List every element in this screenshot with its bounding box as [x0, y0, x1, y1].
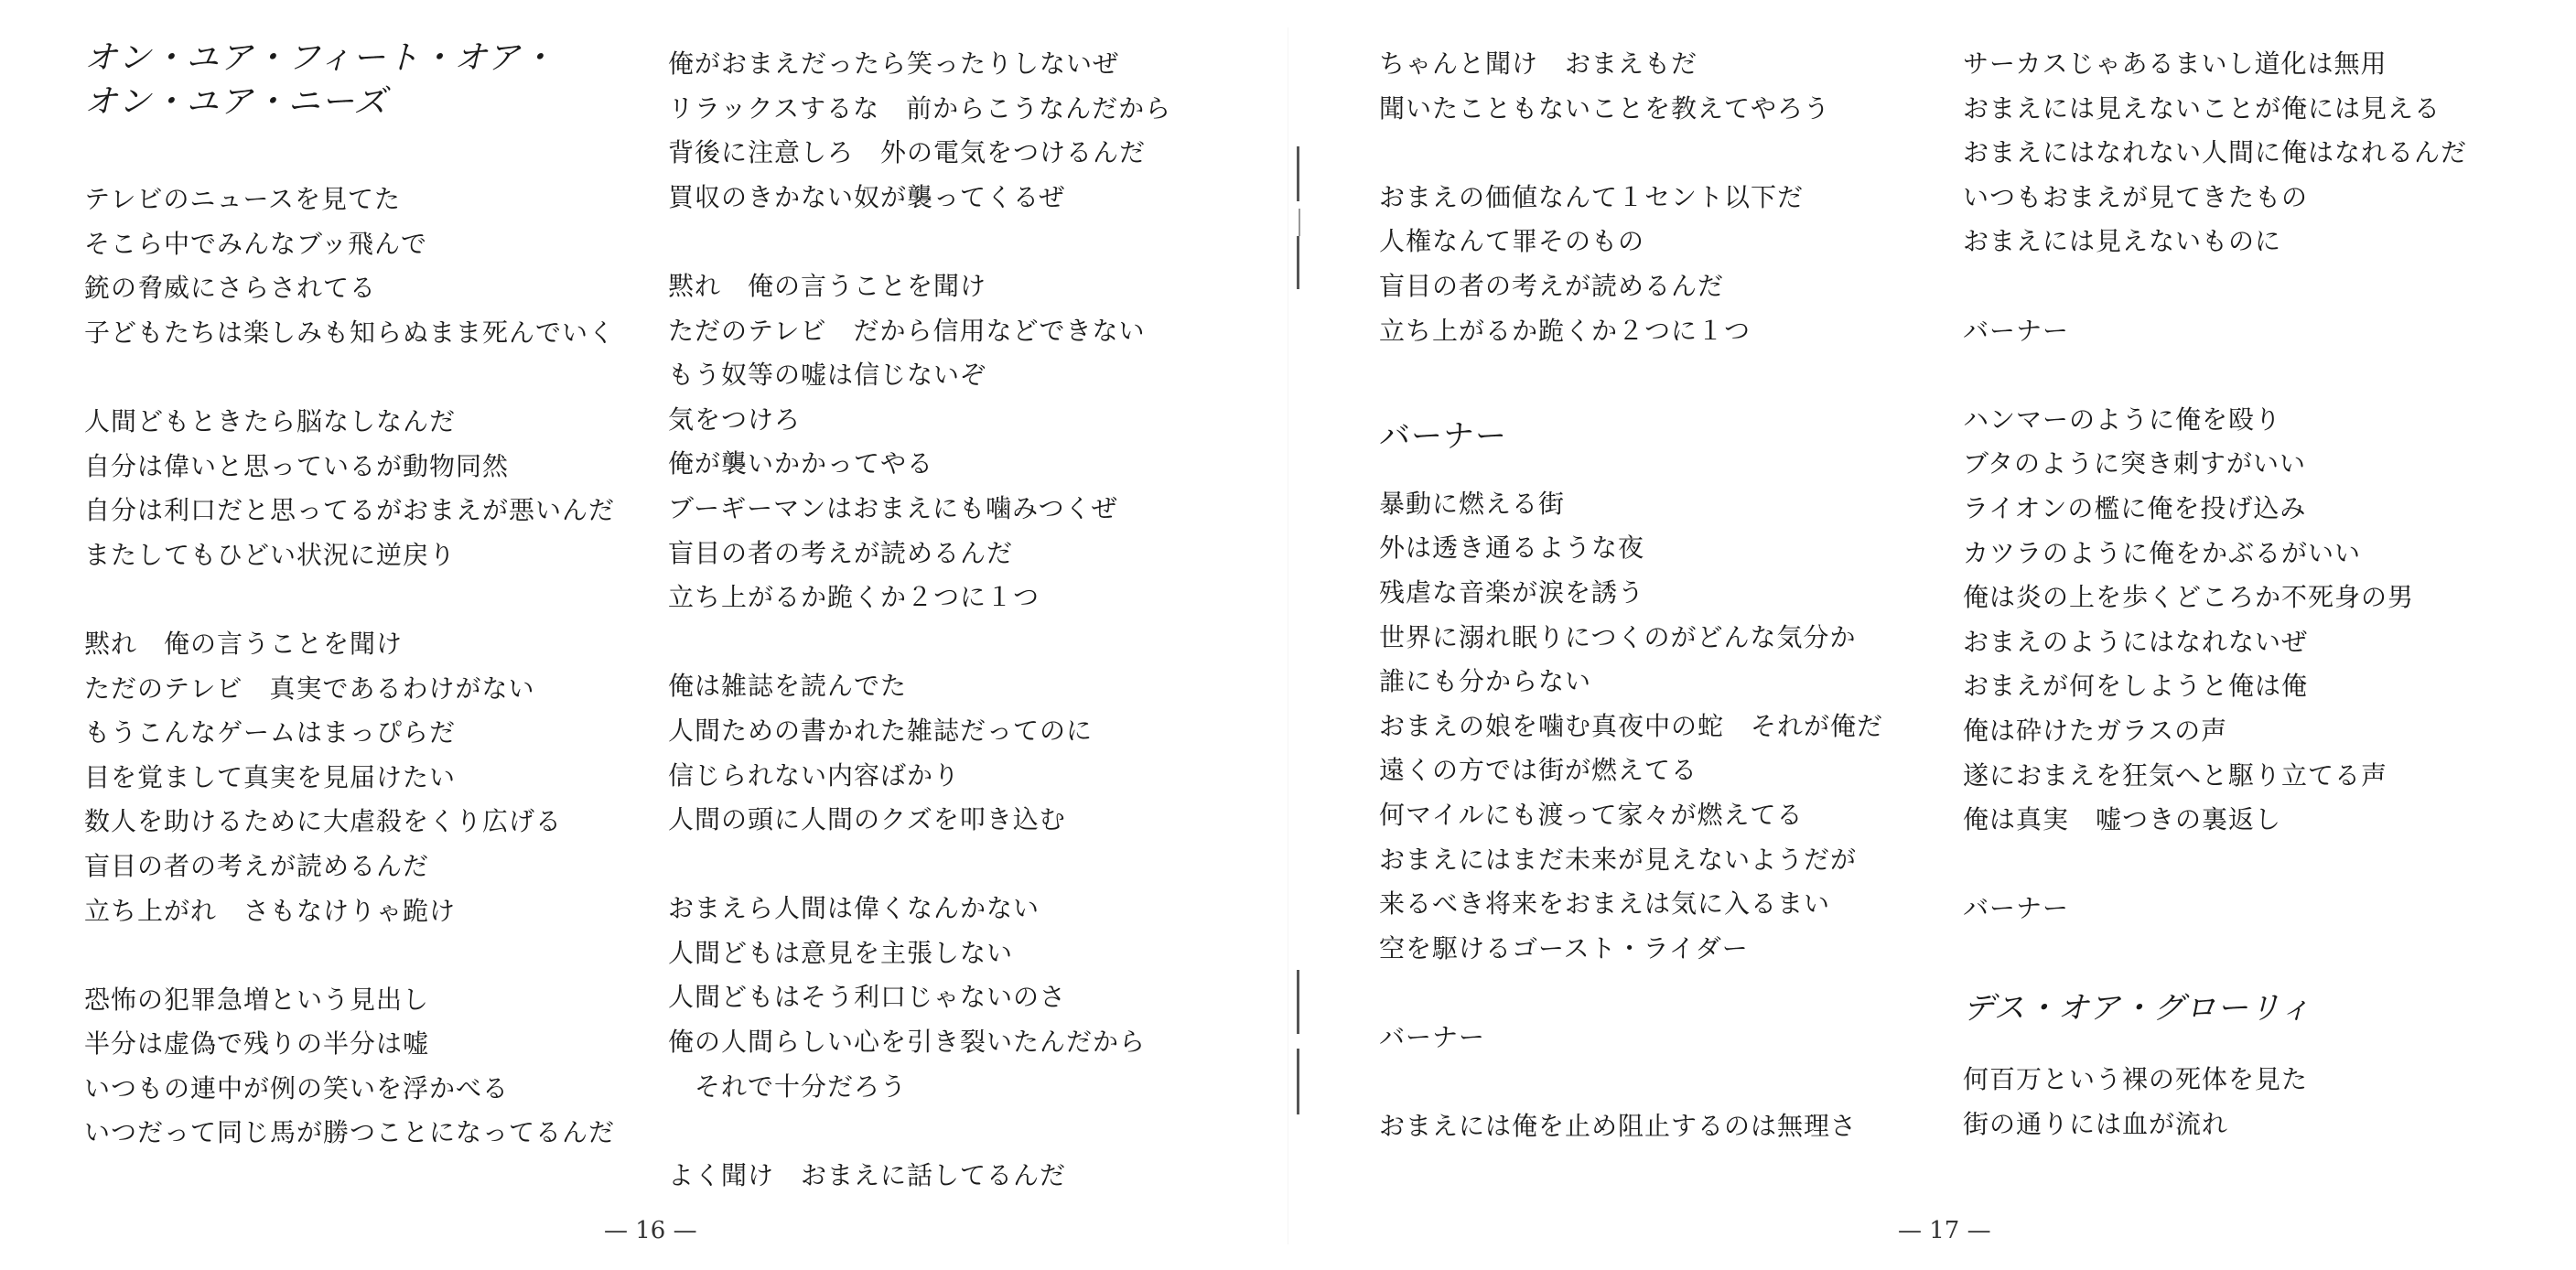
lyric-line: 人間どもは意見を主張しない	[668, 937, 1014, 968]
stanza-break	[1379, 131, 1883, 176]
lyric-line: 半分は虚偽で残りの半分は嘘	[84, 1028, 430, 1060]
gutter-mark	[1297, 236, 1299, 289]
lyric-line: おまえには見えないことが俺には見える	[1963, 92, 2441, 124]
lyric-line: 世界に溺れ眠りにつくのがどんな気分か	[1379, 621, 1857, 652]
lyric-line: おまえのようにはなれないぜ	[1963, 626, 2309, 657]
lyric-line: 俺がおまえだったら笑ったりしないぜ	[668, 48, 1120, 79]
lyric-line: バーナー	[1379, 1021, 1486, 1052]
stanza-break	[1963, 264, 2467, 309]
lyric-line: サーカスじゃあるまいし道化は無用	[1963, 48, 2387, 79]
lyric-line: 立ち上がれ さもなけりゃ跪け	[84, 895, 457, 926]
lyric-line: 自分は偉いと思っているが動物同然	[84, 450, 510, 481]
lyric-line: バーナー	[1963, 893, 2070, 924]
lyric-line: 立ち上がるか跪くか２つに１つ	[1379, 315, 1751, 346]
gutter-mark	[1297, 146, 1299, 201]
lyric-line: 誰にも分からない	[1379, 666, 1592, 697]
lyric-line: おまえにはまだ未来が見えないようだが	[1379, 844, 1858, 875]
lyric-line: 黙れ 俺の言うことを聞け	[668, 270, 987, 301]
stanza-break	[668, 1109, 1171, 1154]
lyric-line: 買収のきかない奴が襲ってくるぜ	[668, 181, 1066, 212]
spacer	[1379, 469, 1883, 482]
lyric-line: カツラのように俺をかぶるがいい	[1963, 537, 2362, 568]
lyric-line: もう奴等の嘘は信じないぞ	[668, 360, 987, 391]
page-number: — 17 —	[1898, 1217, 1991, 1244]
right-page-column-1	[1379, 42, 1883, 1149]
lyric-line: 人権なんて罪そのもの	[1379, 226, 1645, 257]
lyric-line: 聞いたこともないことを教えてやろう	[1379, 92, 1831, 124]
lyric-line: 人間どもはそう利口じゃないのさ	[668, 982, 1067, 1013]
stanza-break	[1379, 1060, 1883, 1104]
lyric-line: 遂におまえを狂気へと駆り立てる声	[1963, 759, 2388, 791]
lyric-line: もうこんなゲームはまっぴらだ	[84, 717, 457, 748]
right-page-column-2	[1963, 42, 2467, 1147]
lyric-line: それで十分だろう	[668, 1071, 908, 1102]
lyric-line: おまえには俺を止め阻止するのは無理さ	[1379, 1111, 1858, 1142]
lyric-line: 背後に注意しろ 外の電気をつけるんだ	[668, 137, 1147, 168]
lyric-line: 俺の人間らしい心を引き裂いたんだから	[668, 1027, 1147, 1058]
gutter-mark	[1297, 1049, 1299, 1114]
spacer	[1963, 1041, 2467, 1058]
lyric-line: いつもおまえが見てきたもの	[1963, 181, 2309, 212]
lyric-line: 盲目の者の考えが読めるんだ	[1379, 270, 1725, 301]
stanza-break	[84, 355, 615, 400]
lyric-line: リラックスするな 前からこうなんだから	[668, 92, 1172, 124]
gutter-mark	[1299, 209, 1300, 236]
lyric-line: ハンマーのように俺を殴り	[1963, 404, 2282, 435]
stanza-break	[1963, 353, 2467, 398]
lyrics-block	[1963, 1058, 2467, 1146]
stanza-break	[668, 220, 1171, 264]
spacer	[1379, 353, 1883, 398]
lyric-line: ブタのように突き刺すがいい	[1963, 448, 2307, 479]
lyric-line: おまえが何をしようと俺は俺	[1963, 671, 2309, 702]
lyric-line: 盲目の者の考えが読めるんだ	[84, 850, 430, 881]
spacer	[1963, 931, 2467, 976]
section-heading: バーナー	[1379, 417, 1507, 455]
lyric-line: 残虐な音楽が涙を誘う	[1379, 576, 1645, 608]
lyric-line: 外は透き通るような夜	[1379, 533, 1645, 564]
lyric-line: 俺は雑誌を読んでた	[668, 671, 908, 702]
song-title-line: オン・ユア・フィート・オア・	[84, 39, 555, 77]
page-number: — 16 —	[604, 1217, 697, 1244]
lyric-line: 何マイルにも渡って家々が燃えてる	[1379, 799, 1804, 830]
lyric-line: ライオンの檻に俺を投げ込み	[1963, 492, 2307, 523]
lyric-line: 来るべき将来をおまえは気に入るまい	[1379, 888, 1831, 920]
lyric-line: そこら中でみんなブッ飛んで	[84, 228, 428, 259]
gutter-mark	[1297, 970, 1299, 1034]
lyric-line: 人間どもときたら脳なしなんだ	[84, 405, 457, 436]
lyric-line: 何百万という裸の死体を見た	[1963, 1064, 2309, 1095]
lyric-line: おまえの価値なんて１セント以下だ	[1379, 181, 1805, 212]
lyric-line: 遠くの方では街が燃えてる	[1379, 755, 1698, 786]
lyric-line: ブーギーマンはおまえにも噛みつくぜ	[668, 492, 1118, 523]
lyric-line: 自分は利口だと思ってるがおまえが悪いんだ	[84, 495, 616, 526]
lyric-line: 立ち上がるか跪くか２つに１つ	[668, 582, 1040, 613]
lyric-line: 数人を助けるために大虐殺をくり広げる	[84, 806, 563, 837]
stanza-break	[1379, 971, 1883, 1016]
song-title-line: オン・ユア・ニーズ	[84, 83, 388, 121]
lyric-line: 空を駆けるゴースト・ライダー	[1379, 932, 1749, 963]
lyric-line: おまえには見えないものに	[1963, 226, 2282, 257]
lyric-line: ただのテレビ だから信用などできない	[668, 315, 1146, 346]
lyric-line: 人間の頭に人間のクズを叩き込む	[668, 804, 1066, 835]
lyric-line: 気をつけろ	[668, 404, 802, 435]
lyric-line: 街の通りには血が流れ	[1963, 1109, 2229, 1140]
stanza-break	[1963, 843, 2467, 888]
lyric-line: 人間ための書かれた雑誌だってのに	[668, 715, 1094, 746]
lyric-line: 俺は真実 嘘つきの裏返し	[1963, 804, 2282, 835]
lyric-line: 暴動に燃える街	[1379, 488, 1566, 519]
lyrics-block	[1963, 42, 2467, 931]
lyric-line: おまえら人間は偉くなんかない	[668, 893, 1040, 924]
lyric-line: よく聞け おまえに話してるんだ	[668, 1159, 1067, 1190]
lyric-line: 盲目の者の考えが読めるんだ	[668, 537, 1014, 568]
lyrics-block	[1379, 42, 1883, 353]
left-page-column-2	[668, 42, 1171, 1198]
stanza-break	[84, 577, 615, 622]
lyric-line: 恐怖の犯罪急増という見出し	[84, 984, 430, 1015]
lyric-line: 目を覚まして真実を見届けたい	[84, 761, 457, 792]
lyric-line: 黙れ 俺の言うことを聞け	[84, 628, 404, 659]
lyric-line: ちゃんと聞け おまえもだ	[1379, 48, 1698, 79]
song-title: デス・オア・グローリィ	[1963, 990, 2312, 1028]
stanza-break	[84, 933, 615, 978]
stanza-break	[668, 620, 1171, 665]
lyric-line: いつもの連中が例の笑いを浮かべる	[84, 1072, 510, 1103]
song-title	[84, 37, 615, 124]
lyric-line: 信じられない内容ばかり	[668, 759, 961, 791]
lyric-line: またしてもひどい状況に逆戻り	[84, 539, 457, 570]
lyrics-block	[1379, 482, 1883, 1149]
lyric-line: 俺は砕けたガラスの声	[1963, 715, 2228, 746]
lyric-line: ただのテレビ 真実であるわけがない	[84, 673, 535, 704]
lyric-line: おまえにはなれない人間に俺はなれるんだ	[1963, 137, 2468, 168]
lyric-line: テレビのニュースを見てた	[84, 184, 402, 214]
left-page-column-1	[84, 37, 615, 1156]
lyrics-block	[84, 178, 615, 1156]
lyric-line: 銃の脅威にさらされてる	[84, 273, 377, 304]
stanza-break	[668, 843, 1171, 888]
lyric-line: いつだって同じ馬が勝つことになってるんだ	[84, 1117, 616, 1148]
lyric-line: 子どもたちは楽しみも知らぬまま死んでいく	[84, 317, 616, 348]
lyrics-block	[668, 42, 1171, 1198]
lyric-line: おまえの娘を噛む真夜中の蛇 それが俺だ	[1379, 710, 1884, 741]
lyric-line: バーナー	[1963, 315, 2070, 346]
spacer	[84, 124, 615, 178]
lyric-line: 俺は炎の上を歩くどころか不死身の男	[1963, 582, 2415, 613]
lyric-line: 俺が襲いかかってやる	[668, 448, 934, 479]
